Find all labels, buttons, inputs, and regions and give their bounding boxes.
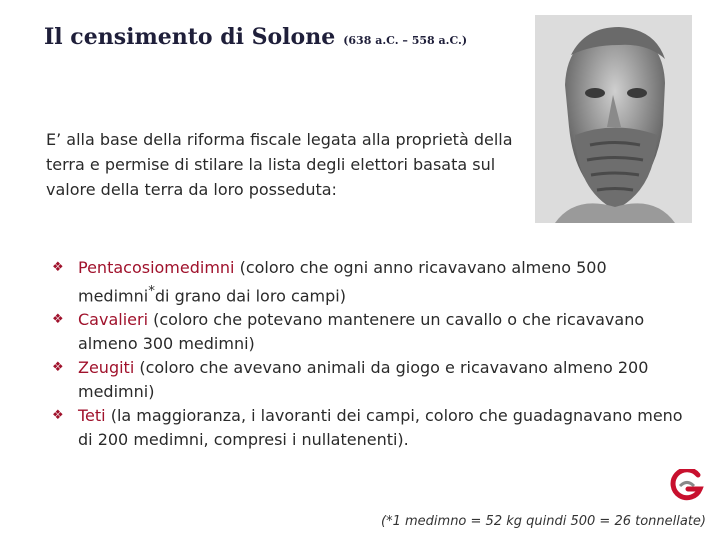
class-term: Teti <box>78 406 106 426</box>
class-list <box>52 256 692 452</box>
footnote: (*1 medimno = 52 kg quindi 500 = 26 tonnellate) <box>381 514 706 529</box>
diamond-bullet-icon: ❖ <box>52 408 64 424</box>
page-title <box>44 24 467 50</box>
solon-bust-image <box>535 15 692 223</box>
solon-bust-icon <box>535 15 692 223</box>
diamond-bullet-icon: ❖ <box>52 260 64 275</box>
class-description: (coloro che avevano animali da giogo e ricavavano almeno 200 medimni) <box>78 358 649 402</box>
footnote-mark: * <box>148 284 155 299</box>
class-term: Pentacosiomedimni <box>78 258 235 277</box>
title-main: Il censimento di Solone <box>44 24 336 50</box>
diamond-bullet-icon: ❖ <box>52 312 64 328</box>
list-item <box>52 256 692 308</box>
list-item <box>52 404 692 452</box>
class-term: Zeugiti <box>78 358 135 378</box>
diamond-bullet-icon: ❖ <box>52 360 64 376</box>
class-description: (coloro che potevano mantenere un cavallo o che ricavavano almeno 300 medimni) <box>78 310 645 354</box>
class-description: (coloro che ogni anno ricavavano almeno 500 medimni <box>78 258 607 306</box>
list-item <box>52 356 692 404</box>
class-description: (la maggioranza, i lavoranti dei campi, coloro che guadagnavano meno di 200 medimni, compresi i nullatenenti). <box>78 406 683 450</box>
list-item <box>52 308 692 356</box>
logo-icon <box>670 469 704 503</box>
intro-paragraph: E’ alla base della riforma fiscale legata alla proprietà della terra e permise di stilare la lista degli elettori basata sul valore della terra da loro posseduta: <box>46 130 513 199</box>
class-term: Cavalieri <box>78 310 149 330</box>
class-description-cont: di grano dai loro campi) <box>154 286 346 306</box>
title-dates: (638 a.C. – 558 a.C.) <box>343 34 468 47</box>
